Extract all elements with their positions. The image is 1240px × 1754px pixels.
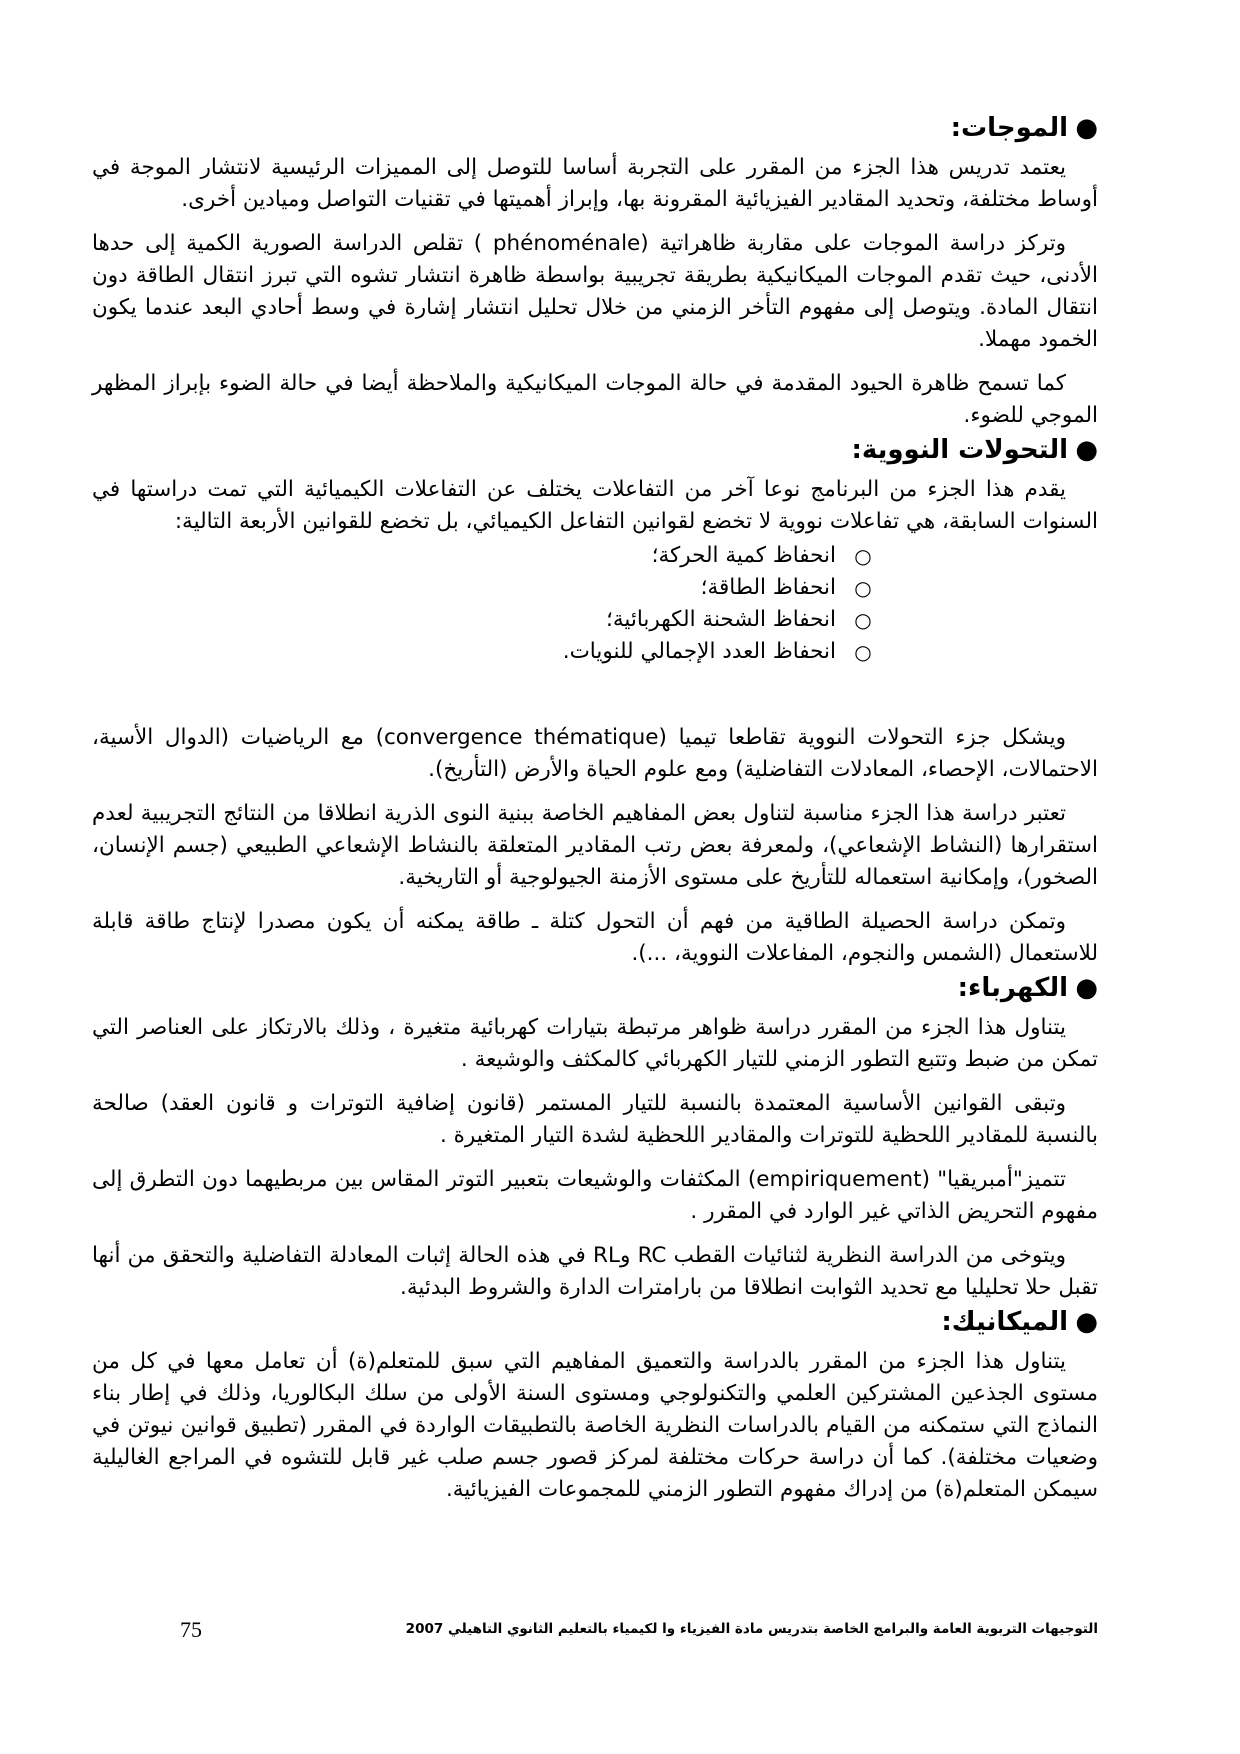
paragraph: يتناول هذا الجزء من المقرر بالدراسة والتعميق المفاهيم التي سبق للمتعلم(ة) أن تعامل معها في كل من مستوى الجذعين المشتركين العلمي والتكنولوجي ومستوى السنة الأولى من سلك البكالوريا، وذلك في إطار بناء النماذج التي ستمكنه من القيام بالدراسات النظرية الخاصة بالتطبيقات الواردة في المقرر (تطبيق قوانين نيوتن في وضعيات مختلفة). كما أن دراسة حركات مختلفة لمركز قصور جسم صلب غير قابل للتشوه في المراجع الغاليلية سيمكن المتعلم(ة) من إدراك مفهوم التطور الزمني للمجموعات الفيزيائية. [92,1349,1098,1502]
bullet-icon: ● [1075,435,1098,465]
list-item: ○ انحفاظ العدد الإجمالي للنويات. [92,636,1098,668]
paragraph: يقدم هذا الجزء من البرنامج نوعا آخر من التفاعلات يختلف عن التفاعلات الكيميائية التي تمت دراستها في السنوات السابقة، هي تفاعلات نووية لا تخضع لقوانين التفاعل الكيميائي، بل تخضع للقوانين الأربعة التالية: [92,477,1098,534]
bullet-icon: ● [1075,973,1098,1003]
heading-text: الموجات: [950,113,1068,143]
circle-bullet-icon: ○ [854,576,872,600]
section-heading-mechanics [92,1304,1098,1340]
heading-text: الميكانيك: [941,1307,1068,1337]
heading-text: التحولات النووية: [851,435,1068,465]
section-heading-electricity [92,970,1098,1006]
paragraph: يتناول هذا الجزء من المقرر دراسة ظواهر مرتبطة بتيارات كهربائية متغيرة ، وذلك بالارتكاز على العناصر التي تمكن من ضبط وتتبع التطور الزمني للتيار الكهربائي كالمكثف والوشيعة . [92,1015,1098,1072]
spacer [92,674,1098,722]
paragraph: كما تسمح ظاهرة الحيود المقدمة في حالة الموجات الميكانيكية والملاحظة أيضا في حالة الضوء بإبراز المظهر الموجي للضوء. [92,371,1098,428]
circle-bullet-icon: ○ [854,640,872,664]
list-item: ○ انحفاظ كمية الحركة؛ [92,540,1098,572]
paragraph: تعتبر دراسة هذا الجزء مناسبة لتناول بعض المفاهيم الخاصة ببنية النوى الذرية انطلاقا من النتائج التجريبية لعدم استقرارها (النشاط الإشعاعي)، ولمعرفة بعض رتب المقادير المتعلقة بالنشاط الإشعاعي الطبيعي (جسم الإنسان، الصخور)، وإمكانية استعماله للتأريخ على مستوى الأزمنة الجيولوجية أو التاريخية. [92,801,1098,890]
list-item: ○ انحفاظ الطاقة؛ [92,572,1098,604]
page-number: 75 [180,1617,202,1642]
paragraph: ويشكل جزء التحولات النووية تقاطعا تيميا (convergence thématique) مع الرياضيات (الدوال الأسية، الاحتمالات، الإحصاء، المعادلات التفاضلية) ومع علوم الحياة والأرض (التأريخ). [92,725,1098,782]
footer-title: التوجيهات التربوية العامة والبرامج الخاصة بتدريس مادة الفيزياء وا لكيمياء بالتعليم الثانوي التاهيلي 2007 [405,1621,1098,1637]
page-footer [180,1617,1098,1645]
list-item: ○ انحفاظ الشحنة الكهربائية؛ [92,604,1098,636]
page-content [92,110,1098,1518]
laws-list [92,540,1098,668]
section-heading-waves [92,110,1098,146]
heading-text: الكهرباء: [957,973,1068,1003]
paragraph: وتركز دراسة الموجات على مقاربة ظاهراتية (phénoménale ) تقلص الدراسة الصورية الكمية إلى حدها الأدنى، حيث تقدم الموجات الميكانيكية بطريقة تجريبية بواسطة ظاهرة انتشار تشوه التي تبرز انتقال الطاقة دون انتقال المادة. ويتوصل إلى مفهوم التأخر الزمني من خلال تحليل انتشار إشارة في وسط أحادي البعد عندما يكون الخمود مهملا. [92,231,1098,352]
paragraph: يعتمد تدريس هذا الجزء من المقرر على التجربة أساسا للتوصل إلى المميزات الرئيسية لانتشار الموجة في أوساط مختلفة، وتحديد المقادير الفيزيائية المقرونة بها، وإبراز أهميتها في تقنيات التواصل وميادين أخرى. [92,155,1098,212]
bullet-icon: ● [1075,113,1098,143]
circle-bullet-icon: ○ [854,544,872,568]
paragraph: تتميز"أمبريقيا" (empiriquement) المكثفات والوشيعات بتعبير التوتر المقاس بين مربطيهما دون التطرق إلى مفهوم التحريض الذاتي غير الوارد في المقرر . [92,1167,1098,1224]
circle-bullet-icon: ○ [854,608,872,632]
section-heading-nuclear [92,432,1098,468]
paragraph: وتمكن دراسة الحصيلة الطاقية من فهم أن التحول كتلة ـ طاقة يمكنه أن يكون مصدرا لإنتاج طاقة قابلة للاستعمال (الشمس والنجوم، المفاعلات النووية، ...). [92,909,1098,966]
paragraph: ويتوخى من الدراسة النظرية لثنائيات القطب RC وRL في هذه الحالة إثبات المعادلة التفاضلية والتحقق من أنها تقبل حلا تحليليا مع تحديد الثوابت انطلاقا من بارامترات الدارة والشروط البدئية. [92,1243,1098,1300]
bullet-icon: ● [1075,1307,1098,1337]
paragraph: وتبقى القوانين الأساسية المعتمدة بالنسبة للتيار المستمر (قانون إضافية التوترات و قانون العقد) صالحة بالنسبة للمقادير اللحظية للتوترات والمقادير اللحظية لشدة التيار المتغيرة . [92,1091,1098,1148]
